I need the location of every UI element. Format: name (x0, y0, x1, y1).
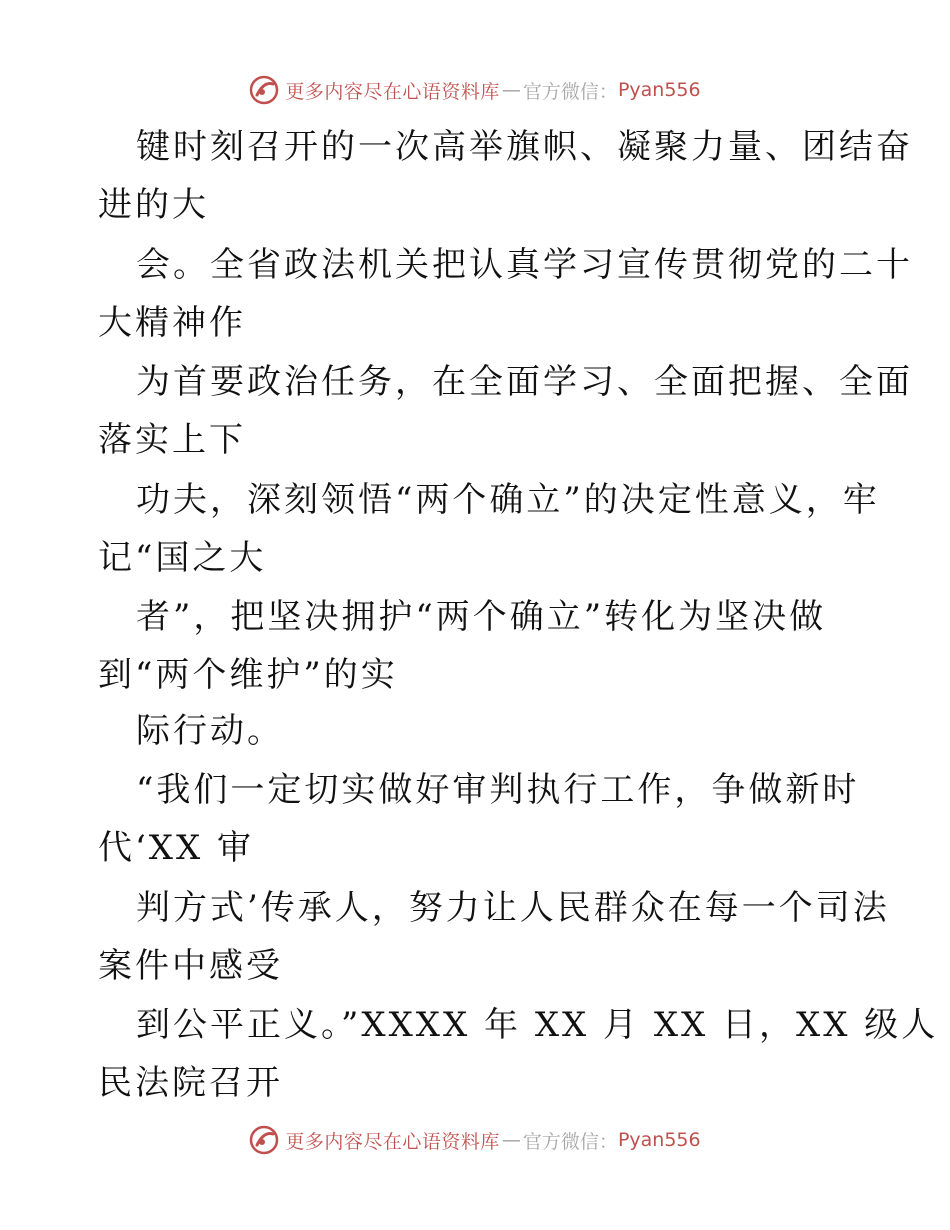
text-line: 者”，把坚决拥护“两个确立”转化为坚决做 (136, 597, 827, 637)
text-line: 际行动。 (136, 711, 284, 751)
watermark-text: 更多内容尽在心语资料库 (285, 1130, 500, 1153)
text-line: 大精神作 (98, 303, 246, 343)
watermark-wechat-id: Pyan556 (617, 1129, 701, 1151)
text-line: 落实上下 (98, 420, 246, 460)
text-line: 到公平正义。”XXXX 年 XX 月 XX 日，XX 级人 (136, 1005, 939, 1045)
watermark-dash: — (501, 79, 521, 101)
text-line: 记“国之大 (98, 538, 267, 578)
text-line: 判方式’传承人，努力让人民群众在每一个司法 (136, 888, 890, 928)
text-line: 代‘XX 审 (98, 828, 255, 868)
text-line: 会。全省政法机关把认真学习宣传贯彻党的二十 (136, 245, 913, 285)
footer-watermark (0, 1122, 950, 1158)
logo-icon (249, 1125, 279, 1155)
watermark-official: 官方微信： (522, 1130, 618, 1153)
watermark-official: 官方微信： (522, 80, 618, 103)
text-line: 民法院召开 (98, 1063, 283, 1103)
text-line: 到“两个维护”的实 (98, 655, 398, 695)
text-line: 为首要政治任务，在全面学习、全面把握、全面 (136, 362, 913, 402)
text-line: 功夫，深刻领悟“两个确立”的决定性意义，牢 (136, 480, 880, 520)
text-line: 进的大 (98, 185, 209, 225)
text-line: 案件中感受 (98, 946, 283, 986)
watermark-wechat-id: Pyan556 (617, 79, 701, 101)
watermark-text: 更多内容尽在心语资料库 (285, 80, 500, 103)
text-line: 键时刻召开的一次高举旗帜、凝聚力量、团结奋 (136, 127, 913, 167)
text-line: “我们一定切实做好审判执行工作，争做新时 (136, 770, 860, 810)
watermark-dash: — (501, 1129, 521, 1151)
